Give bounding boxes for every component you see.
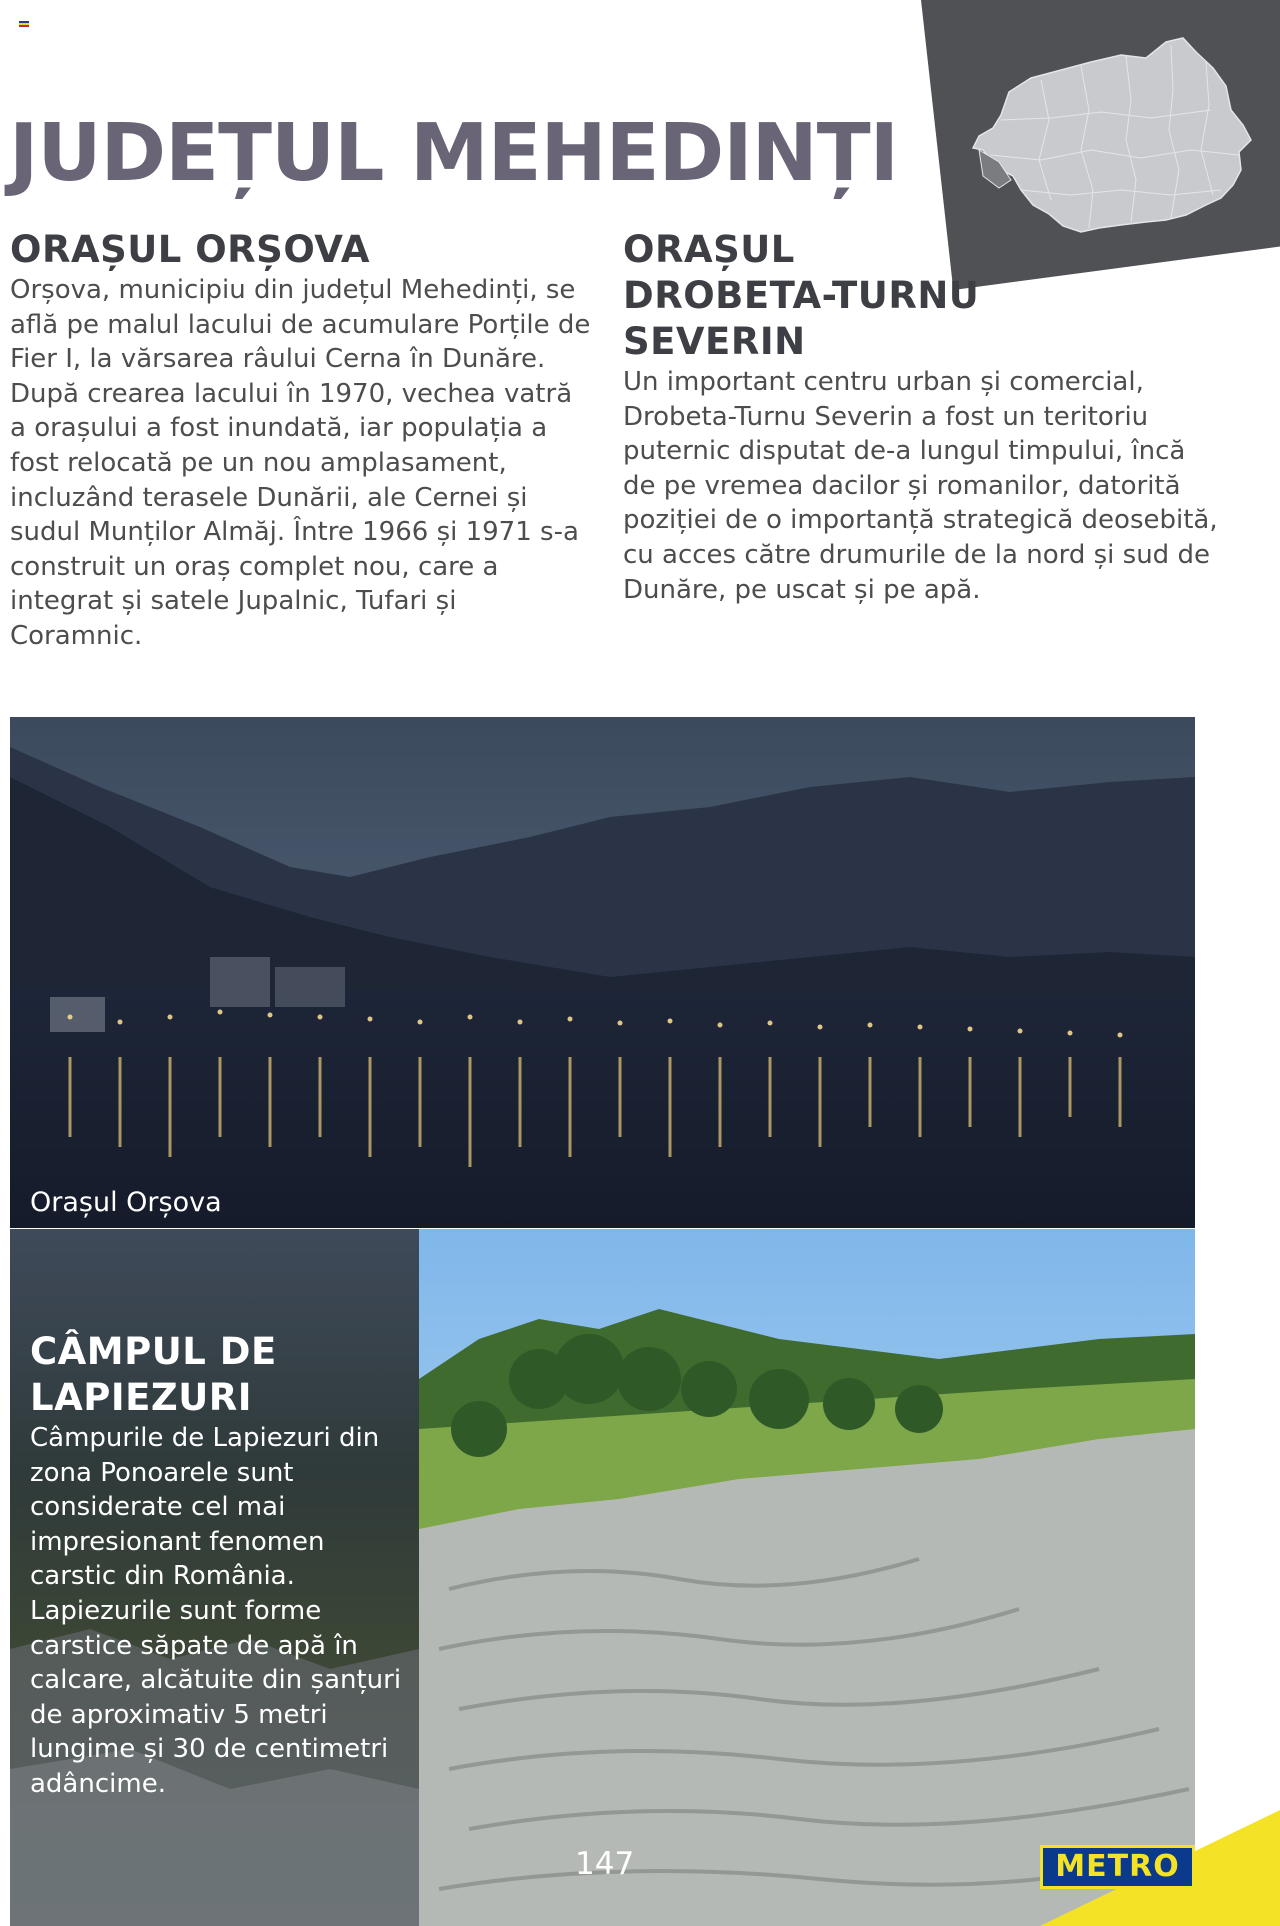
drobeta-title: ORAȘUL DROBETA-TURNU SEVERIN: [623, 228, 980, 363]
page-title: JUDEȚUL MEHEDINȚI: [9, 107, 898, 199]
metro-logo: METRO: [1040, 1845, 1195, 1889]
orsova-section: [10, 227, 595, 654]
lapiezuri-section: [30, 1329, 410, 1802]
photo-caption: Orașul Orșova: [30, 1187, 222, 1218]
drobeta-text: Un important centru urban și comercial, Drobeta-Turnu Severin a fost un teritoriu puternic disputat de-a lungul timpului, încă de pe vremea dacilor și romanilor, datorită poziției de o importanță strategică deosebită, cu acces către drumurile de la nord și sud de Dunăre, pe uscat și pe apă.: [623, 367, 1218, 605]
lapiezuri-text: Câmpurile de Lapiezuri din zona Ponoarele sunt considerate cel mai impresionant fenomen carstic din România. Lapiezurile sunt forme carstice săpate de apă în calcare, alcătuite din șanțuri de aproximativ 5 metri lungime și 30 de centimetri adâncime.: [30, 1423, 402, 1799]
lapiezuri-photo: [419, 1229, 1195, 1926]
page-number: 147: [575, 1846, 635, 1882]
orsova-text: Orșova, municipiu din județul Mehedinți, se află pe malul lacului de acumulare Porțile de Fier I, la vărsarea râului Cerna în Dunăre. După crearea lacului în 1970, vechea vatră a orașului a fost inundată, iar populația a fost relocată pe un nou amplasament, incluzând terasele Dunării, ale Cernei și sudul Munților Almăj. Între 1966 și 1971 s-a construit un oraș complet nou, care a integrat și satele Jupalnic, Tufari și Coramnic.: [10, 275, 591, 651]
drobeta-section: [623, 227, 1223, 607]
romania-flag-icon: [19, 21, 29, 27]
orsova-night-photo: [10, 717, 1195, 1228]
lapiezuri-panel: [10, 1229, 419, 1926]
lapiezuri-title: CÂMPUL DE LAPIEZURI: [30, 1330, 277, 1419]
orsova-title: ORAȘUL ORȘOVA: [10, 228, 371, 271]
